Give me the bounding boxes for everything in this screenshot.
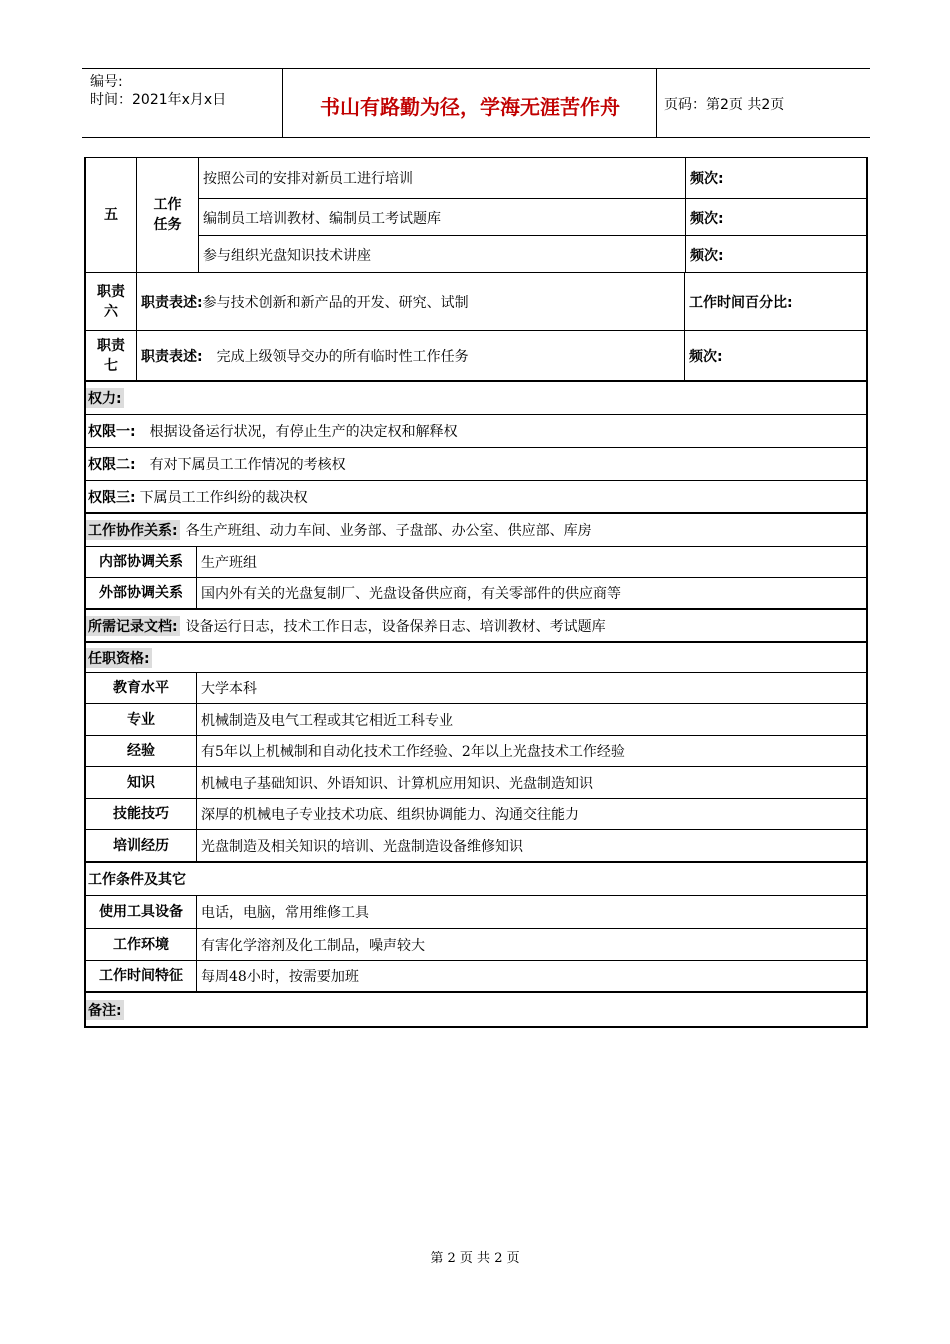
authority-label: 权限二: [88, 457, 136, 473]
task-row [199, 158, 866, 198]
task-text: 编制员工培训教材、编制员工考试题库 [203, 210, 441, 227]
external-coordination-row [86, 577, 866, 608]
desc-text: 参与技术创新和新产品的开发、研究、试制 [202, 294, 469, 311]
qualification-value: 机械制造及电气工程或其它相近工科专业 [196, 704, 866, 735]
authority-label: 权限一: [88, 424, 136, 440]
task-frequency: 频次: [685, 236, 866, 273]
remarks-row [86, 991, 866, 1026]
condition-label: 使用工具设备 [99, 904, 183, 920]
condition-value: 有害化学溶剂及化工制品，噪声较大 [196, 929, 866, 960]
qualification-row [86, 829, 866, 861]
page-footer: 第 2 页 共 2 页 [430, 1251, 520, 1266]
authority-label: 权限三: [88, 489, 136, 506]
duty-five-label: 工作 任务 [136, 158, 198, 272]
duty-six-desc [136, 273, 684, 330]
job-description-table [84, 157, 868, 1028]
qualification-row [86, 703, 866, 735]
qualification-row [86, 735, 866, 766]
task-frequency: 频次: [685, 199, 866, 236]
duty-six-row [86, 272, 866, 330]
qualification-row [86, 672, 866, 703]
task-row [199, 235, 866, 273]
conditions-header [86, 861, 866, 895]
qualification-label: 经验 [127, 743, 155, 759]
condition-label: 工作时间特征 [99, 968, 183, 984]
authority-text: 有对下属员工工作情况的考核权 [149, 457, 346, 473]
qualification-value: 深厚的机械电子专业技术功底、组织协调能力、沟通交往能力 [196, 799, 866, 829]
internal-coordination-row [86, 546, 866, 577]
page-header [82, 68, 870, 138]
authority-header [86, 380, 866, 414]
header-divider [656, 69, 657, 137]
duty-seven-label: 职责 七 [97, 337, 125, 374]
cooperation-text: 各生产班组、动力车间、业务部、子盘部、办公室、供应部、库房 [185, 523, 592, 539]
qualification-label: 培训经历 [113, 837, 169, 854]
authority-row [86, 414, 866, 447]
section-title: 工作协作关系: [86, 520, 180, 540]
authority-row [86, 480, 866, 512]
desc-label: 职责表述: [141, 348, 203, 365]
qualification-header [86, 641, 866, 672]
task-row [199, 198, 866, 236]
condition-row [86, 960, 866, 991]
cooperation-row [86, 512, 866, 546]
internal-label: 内部协调关系 [99, 554, 183, 570]
remarks-label: 备注: [86, 1000, 124, 1020]
duty-seven-row [86, 330, 866, 380]
qualification-value: 有5年以上机械制和自动化技术工作经验、2年以上光盘技术工作经验 [196, 736, 866, 766]
motto: 书山有路勤为径，学海无涯苦作舟 [320, 95, 620, 119]
frequency-label: 频次: [684, 331, 866, 380]
desc-label: 职责表述: [141, 294, 203, 311]
task-list [198, 158, 866, 272]
authority-text: 下属员工工作纠纷的裁决权 [139, 489, 308, 506]
condition-row [86, 928, 866, 960]
section-title: 工作条件及其它 [88, 872, 186, 888]
task-text: 按照公司的安排对新员工进行培训 [203, 171, 413, 187]
duty-five-block [86, 158, 866, 272]
header-meta [90, 73, 226, 109]
qualification-value: 大学本科 [196, 673, 866, 703]
qualification-value: 机械电子基础知识、外语知识、计算机应用知识、光盘制造知识 [196, 767, 866, 798]
task-frequency: 频次: [685, 158, 866, 198]
duty-five-number: 五 [104, 207, 118, 223]
qualification-label: 专业 [127, 711, 155, 728]
authority-text: 根据设备运行状况，有停止生产的决定权和解释权 [149, 424, 458, 440]
qualification-row [86, 766, 866, 798]
condition-value: 电话，电脑，常用维修工具 [196, 896, 866, 928]
external-text: 国内外有关的光盘复制厂、光盘设备供应商，有关零部件的供应商等 [196, 578, 866, 608]
qualification-row [86, 798, 866, 829]
qualification-value: 光盘制造及相关知识的培训、光盘制造设备维修知识 [196, 830, 866, 861]
time-label: 时间：2021年x月x日 [90, 92, 227, 108]
section-title: 任职资格: [86, 648, 152, 668]
authority-row [86, 447, 866, 480]
condition-value: 每周48小时，按需要加班 [196, 961, 866, 991]
internal-text: 生产班组 [196, 547, 866, 577]
qualification-label: 知识 [127, 774, 155, 791]
qualification-label: 教育水平 [113, 680, 169, 696]
desc-text: 完成上级领导交办的所有临时性工作任务 [216, 348, 469, 365]
task-text: 参与组织光盘知识技术讲座 [203, 247, 371, 264]
condition-label: 工作环境 [113, 936, 169, 953]
qualification-label: 技能技巧 [113, 806, 169, 822]
external-label: 外部协调关系 [99, 585, 183, 601]
duty-six-label: 职责 六 [97, 283, 125, 320]
section-title: 所需记录文档: [86, 616, 180, 636]
page-info: 页码：第2页 共2页 [664, 97, 785, 113]
duty-seven-desc [136, 331, 684, 380]
records-row [86, 608, 866, 641]
records-text: 设备运行日志，技术工作日志，设备保养日志、培训教材、考试题库 [185, 618, 606, 635]
time-percentage-label: 工作时间百分比: [684, 273, 866, 330]
number-label: 编号: [90, 74, 123, 90]
header-divider [282, 69, 283, 137]
section-title: 权力: [86, 388, 124, 408]
condition-row [86, 895, 866, 928]
